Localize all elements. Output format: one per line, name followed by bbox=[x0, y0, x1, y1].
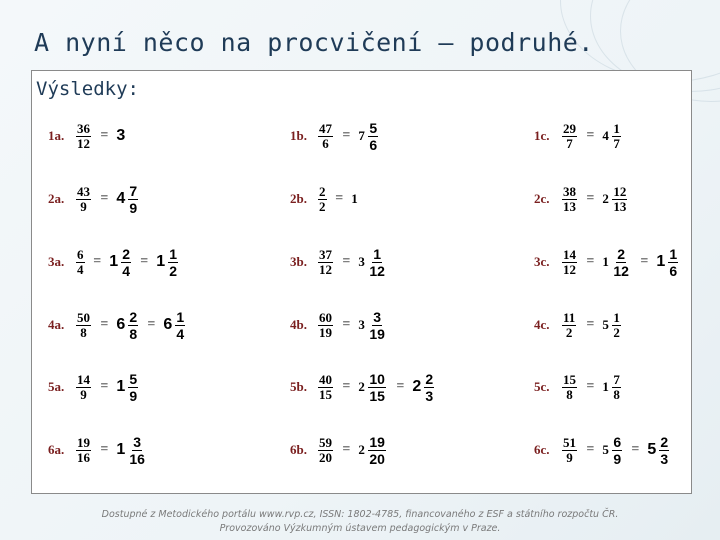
fraction bbox=[318, 430, 333, 470]
fraction bbox=[612, 116, 621, 156]
fraction bbox=[562, 242, 577, 282]
denominator: 13 bbox=[563, 198, 576, 214]
whole-part: 1 bbox=[156, 253, 166, 270]
footer-line: Provozováno Výzkumným ústavem pedagogickým v Praze. bbox=[219, 523, 501, 534]
numerator: 2 bbox=[617, 245, 626, 262]
numerator: 36 bbox=[77, 120, 90, 136]
exercise-label: 3c. bbox=[534, 254, 550, 269]
fraction bbox=[612, 367, 621, 407]
numerator: 1 bbox=[169, 245, 177, 262]
numerator: 1 bbox=[373, 245, 382, 262]
denominator: 4 bbox=[77, 261, 84, 277]
denominator: 8 bbox=[80, 324, 87, 340]
numerator: 1 bbox=[613, 309, 620, 325]
denominator: 8 bbox=[613, 386, 620, 402]
denominator: 2 bbox=[613, 324, 620, 340]
fraction bbox=[76, 116, 91, 156]
denominator: 6 bbox=[369, 136, 378, 153]
denominator: 20 bbox=[319, 449, 332, 465]
whole-part: 6 bbox=[116, 316, 126, 333]
numerator: 14 bbox=[563, 246, 576, 262]
whole-part: 4 bbox=[602, 128, 609, 143]
fraction bbox=[368, 305, 386, 345]
numerator: 59 bbox=[319, 434, 332, 450]
denominator: 4 bbox=[122, 262, 130, 279]
denominator: 7 bbox=[613, 135, 620, 151]
denominator: 2 bbox=[319, 198, 326, 214]
whole-part: 7 bbox=[358, 128, 365, 143]
fraction bbox=[368, 242, 386, 282]
equals-sign: = bbox=[100, 317, 109, 332]
exercise-label: 6c. bbox=[534, 442, 550, 457]
denominator: 12 bbox=[369, 262, 385, 279]
whole-part: 3 bbox=[358, 254, 365, 269]
numerator: 29 bbox=[563, 120, 576, 136]
fraction bbox=[318, 305, 333, 345]
exercise-label: 2a. bbox=[48, 191, 65, 206]
whole-part: 6 bbox=[163, 316, 173, 333]
numerator: 15 bbox=[563, 371, 576, 387]
denominator: 20 bbox=[369, 450, 385, 467]
whole-part: 4 bbox=[116, 190, 126, 207]
denominator: 8 bbox=[129, 325, 138, 342]
equals-sign: = bbox=[342, 128, 351, 143]
numerator: 3 bbox=[133, 433, 142, 450]
fraction bbox=[562, 367, 577, 407]
fraction bbox=[168, 242, 178, 282]
denominator: 19 bbox=[319, 324, 332, 340]
denominator: 8 bbox=[566, 386, 573, 402]
fraction bbox=[368, 367, 386, 407]
exercise-label: 5a. bbox=[48, 379, 65, 394]
numerator: 3 bbox=[373, 308, 382, 325]
fraction bbox=[424, 367, 434, 407]
equals-sign: = bbox=[100, 379, 109, 394]
equals-sign: = bbox=[335, 191, 344, 206]
equals-sign: = bbox=[586, 317, 595, 332]
exercise-label: 3b. bbox=[290, 254, 307, 269]
numerator: 7 bbox=[129, 182, 138, 199]
results-heading: Výsledky: bbox=[36, 78, 139, 100]
footer-credit bbox=[90, 508, 630, 536]
equals-sign: = bbox=[586, 379, 595, 394]
denominator: 13 bbox=[613, 198, 627, 214]
equals-sign: = bbox=[586, 254, 595, 269]
equals-sign: = bbox=[631, 442, 640, 457]
fraction bbox=[318, 179, 327, 219]
denominator: 2 bbox=[565, 324, 573, 340]
exercise-label: 5b. bbox=[290, 379, 307, 394]
fraction bbox=[612, 242, 630, 282]
numerator: 1 bbox=[613, 120, 620, 136]
denominator: 16 bbox=[129, 450, 145, 467]
whole-part: 1 bbox=[109, 253, 119, 270]
numerator: 2 bbox=[425, 370, 434, 387]
numerator: 51 bbox=[563, 434, 576, 450]
whole-part: 1 bbox=[116, 378, 126, 395]
exercise-label: 4a. bbox=[48, 317, 65, 332]
numerator: 43 bbox=[77, 183, 90, 199]
whole-part: 2 bbox=[602, 191, 609, 206]
exercise-label: 1a. bbox=[48, 128, 65, 143]
fraction bbox=[668, 242, 678, 282]
denominator: 16 bbox=[77, 449, 90, 465]
numerator: 60 bbox=[319, 309, 332, 325]
numerator: 1 bbox=[669, 245, 678, 262]
numerator: 5 bbox=[369, 119, 378, 136]
equals-sign: = bbox=[342, 317, 351, 332]
denominator: 6 bbox=[669, 262, 678, 279]
denominator: 12 bbox=[563, 261, 576, 277]
exercise-label: 2b. bbox=[290, 191, 307, 206]
denominator: 3 bbox=[660, 450, 669, 467]
fraction bbox=[318, 116, 333, 156]
fraction bbox=[76, 367, 91, 407]
whole-part: 2 bbox=[358, 379, 365, 394]
numerator: 7 bbox=[613, 371, 620, 387]
numerator: 38 bbox=[563, 183, 576, 199]
numerator: 6 bbox=[77, 246, 84, 262]
numerator: 1 bbox=[176, 308, 185, 325]
equals-sign: = bbox=[147, 317, 156, 332]
denominator: 12 bbox=[319, 261, 332, 277]
whole-part: 5 bbox=[647, 441, 657, 458]
fraction bbox=[562, 430, 577, 470]
numerator: 47 bbox=[319, 120, 332, 136]
denominator: 15 bbox=[319, 386, 332, 402]
equals-sign: = bbox=[140, 254, 149, 269]
fraction bbox=[128, 430, 146, 470]
exercise-label: 6b. bbox=[290, 442, 307, 457]
fraction bbox=[76, 242, 85, 282]
fraction bbox=[368, 116, 378, 156]
fraction bbox=[368, 430, 386, 470]
fraction bbox=[562, 116, 577, 156]
equals-sign: = bbox=[342, 379, 351, 394]
denominator: 9 bbox=[566, 449, 573, 465]
fraction bbox=[562, 179, 577, 219]
fraction bbox=[128, 179, 138, 219]
equals-sign: = bbox=[586, 128, 595, 143]
numerator: 11 bbox=[563, 309, 576, 325]
equals-sign: = bbox=[100, 128, 109, 143]
fraction bbox=[76, 179, 91, 219]
fraction bbox=[659, 430, 669, 470]
equals-sign: = bbox=[396, 379, 405, 394]
denominator: 9 bbox=[80, 386, 87, 402]
numerator: 10 bbox=[369, 370, 385, 387]
denominator: 12 bbox=[77, 135, 90, 151]
footer-line: Dostupné z Metodického portálu www.rvp.cz, ISSN: 1802-4785, financovaného z ESF a státního rozpočtu ČR. bbox=[101, 509, 619, 520]
fraction bbox=[128, 305, 138, 345]
numerator: 12 bbox=[613, 183, 627, 199]
denominator: 6 bbox=[322, 135, 329, 151]
whole-part: 2 bbox=[358, 442, 365, 457]
equals-sign: = bbox=[342, 442, 351, 457]
slide-title: A nyní něco na procvičení – podruhé. bbox=[34, 28, 594, 57]
exercise-label: 1c. bbox=[534, 128, 550, 143]
whole-part: 1 bbox=[602, 379, 609, 394]
numerator: 50 bbox=[77, 309, 90, 325]
exercise-label: 2c. bbox=[534, 191, 550, 206]
exercise-label: 5c. bbox=[534, 379, 550, 394]
equals-sign: = bbox=[640, 254, 649, 269]
fraction bbox=[175, 305, 185, 345]
equals-sign: = bbox=[586, 191, 595, 206]
exercise-label: 3a. bbox=[48, 254, 65, 269]
denominator: 15 bbox=[369, 387, 385, 404]
exercise-label: 6a. bbox=[48, 442, 65, 457]
equals-sign: = bbox=[100, 191, 109, 206]
numerator: 2 bbox=[122, 245, 130, 262]
fraction bbox=[612, 430, 622, 470]
equals-sign: = bbox=[93, 254, 102, 269]
denominator: 9 bbox=[129, 199, 138, 216]
whole-part: 3 bbox=[358, 317, 365, 332]
numerator: 37 bbox=[319, 246, 332, 262]
denominator: 3 bbox=[425, 387, 434, 404]
denominator: 12 bbox=[613, 262, 629, 279]
whole-part: 5 bbox=[602, 442, 609, 457]
numerator: 2 bbox=[660, 433, 669, 450]
whole-part: 5 bbox=[602, 317, 609, 332]
denominator: 7 bbox=[566, 135, 573, 151]
whole-part: 2 bbox=[412, 378, 422, 395]
fraction bbox=[562, 305, 576, 345]
denominator: 9 bbox=[80, 198, 87, 214]
whole-part: 1 bbox=[116, 441, 126, 458]
denominator: 19 bbox=[369, 325, 385, 342]
whole-part: 1 bbox=[656, 253, 666, 270]
numerator: 6 bbox=[613, 433, 622, 450]
fraction bbox=[612, 305, 621, 345]
numerator: 2 bbox=[319, 183, 326, 199]
exercise-label: 4c. bbox=[534, 317, 550, 332]
denominator: 4 bbox=[176, 325, 185, 342]
whole-part: 3 bbox=[116, 127, 126, 144]
fraction bbox=[121, 242, 131, 282]
whole-part: 1 bbox=[351, 191, 358, 206]
fraction bbox=[76, 305, 91, 345]
numerator: 2 bbox=[129, 308, 138, 325]
numerator: 19 bbox=[77, 434, 90, 450]
fraction bbox=[318, 367, 333, 407]
numerator: 19 bbox=[369, 433, 385, 450]
equals-sign: = bbox=[586, 442, 595, 457]
exercise-label: 1b. bbox=[290, 128, 307, 143]
fraction bbox=[318, 242, 333, 282]
fraction bbox=[128, 367, 138, 407]
denominator: 2 bbox=[169, 262, 177, 279]
numerator: 5 bbox=[129, 370, 138, 387]
numerator: 40 bbox=[319, 371, 332, 387]
fraction bbox=[612, 179, 627, 219]
denominator: 9 bbox=[129, 387, 138, 404]
whole-part: 1 bbox=[602, 254, 609, 269]
fraction bbox=[76, 430, 91, 470]
equals-sign: = bbox=[342, 254, 351, 269]
equals-sign: = bbox=[100, 442, 109, 457]
numerator: 14 bbox=[77, 371, 90, 387]
denominator: 9 bbox=[613, 450, 622, 467]
exercise-label: 4b. bbox=[290, 317, 307, 332]
